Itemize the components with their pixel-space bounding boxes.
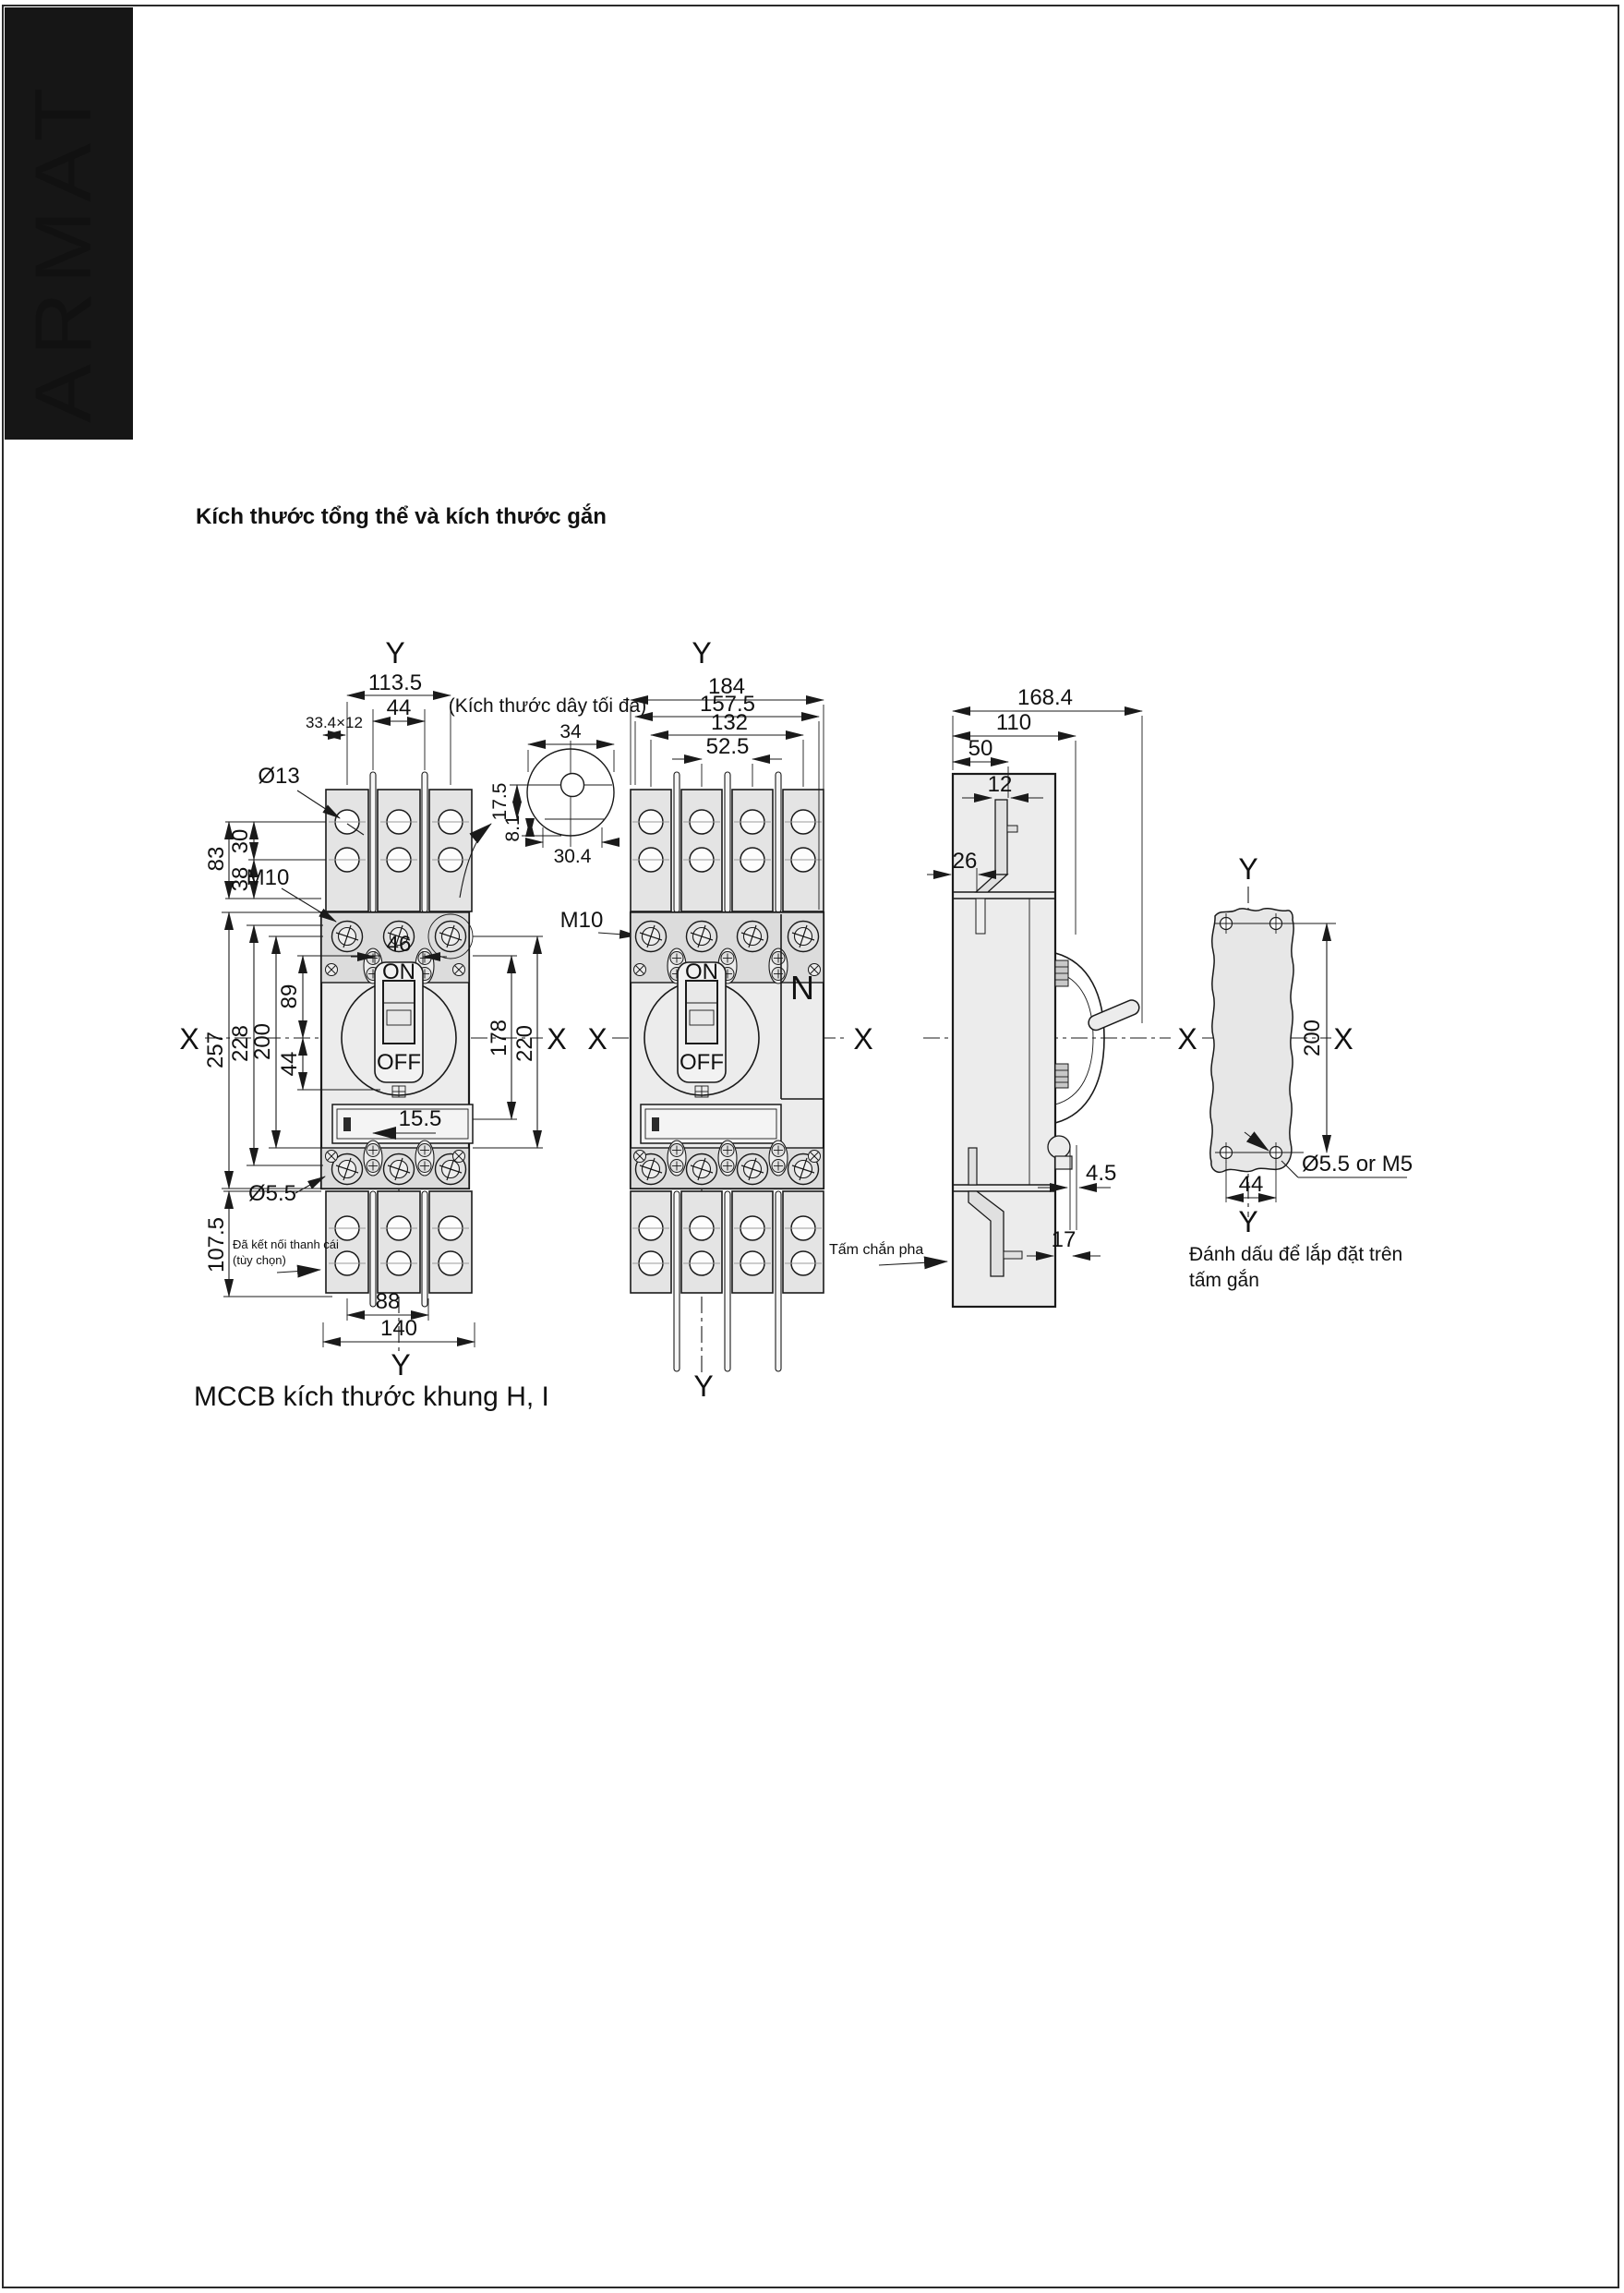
svg-text:tấm gắn: tấm gắn — [1189, 1270, 1259, 1291]
svg-text:M10: M10 — [559, 908, 604, 933]
hole-label: Ø5.5 or M5 — [1302, 1152, 1413, 1177]
wire-hole — [561, 774, 584, 797]
svg-text:38: 38 — [228, 866, 253, 892]
svg-text:15.5: 15.5 — [398, 1106, 442, 1131]
svg-text:200: 200 — [1300, 1019, 1325, 1057]
svg-text:113.5: 113.5 — [367, 670, 423, 695]
axis-x-right: X — [547, 1022, 567, 1056]
page-title: Kích thước tổng thể và kích thước gắn — [196, 504, 607, 529]
svg-text:178: 178 — [487, 1019, 511, 1057]
axis-y-bottom: Y — [1238, 1205, 1258, 1238]
axis-x-right: X — [853, 1022, 873, 1056]
svg-text:228: 228 — [228, 1024, 253, 1063]
svg-text:89: 89 — [277, 984, 302, 1009]
svg-text:30: 30 — [228, 828, 253, 854]
svg-text:88: 88 — [375, 1289, 401, 1314]
axis-y-top: Y — [385, 636, 405, 670]
brand-logo: ARMAT — [19, 114, 108, 423]
svg-text:34: 34 — [559, 721, 582, 742]
svg-text:(tùy chọn): (tùy chọn) — [233, 1253, 286, 1267]
svg-text:44: 44 — [386, 695, 412, 720]
svg-text:168.4: 168.4 — [1017, 685, 1074, 710]
svg-text:Đánh dấu để lắp đặt trên: Đánh dấu để lắp đặt trên — [1189, 1244, 1403, 1265]
svg-text:Tấm chắn pha: Tấm chắn pha — [829, 1242, 924, 1258]
note-max-wire: (Kích thước dây tối đa) — [448, 695, 647, 717]
svg-text:50: 50 — [968, 736, 993, 761]
svg-text:157.5: 157.5 — [699, 692, 756, 717]
mounting-plate — [1210, 909, 1293, 1173]
figure-caption: MCCB kích thước khung H, I — [194, 1382, 549, 1412]
axis-y-top: Y — [1238, 852, 1258, 886]
top-terminal-bars — [326, 790, 472, 911]
svg-text:26: 26 — [952, 849, 978, 874]
axis-y-bottom: Y — [391, 1348, 411, 1382]
svg-text:Ø13: Ø13 — [258, 764, 300, 789]
svg-text:52.5: 52.5 — [705, 734, 750, 759]
svg-text:8.1: 8.1 — [502, 815, 523, 842]
svg-text:257: 257 — [203, 1031, 228, 1069]
bottom-terminal-strip — [631, 1140, 824, 1189]
svg-text:17.5: 17.5 — [489, 782, 511, 821]
svg-text:184: 184 — [707, 674, 746, 699]
axis-y-top: Y — [692, 636, 712, 670]
svg-text:Đã kết nối thanh cái: Đã kết nối thanh cái — [233, 1237, 339, 1251]
bottom-terminal-bars — [326, 1191, 472, 1293]
axis-y-bottom: Y — [693, 1370, 714, 1403]
on-label: ON — [382, 959, 415, 984]
off-label: OFF — [377, 1050, 421, 1075]
svg-text:44: 44 — [1238, 1172, 1264, 1197]
svg-text:30.4: 30.4 — [553, 846, 592, 867]
svg-text:17: 17 — [1051, 1227, 1077, 1252]
axis-x-shared: X — [1177, 1022, 1197, 1056]
brand-banner — [5, 7, 133, 440]
svg-text:12: 12 — [987, 772, 1013, 797]
axis-x-right: X — [1333, 1022, 1353, 1056]
svg-text:200: 200 — [250, 1022, 275, 1061]
svg-text:Ø5.5: Ø5.5 — [247, 1181, 297, 1206]
neutral-label: N — [790, 969, 814, 1007]
svg-text:110: 110 — [995, 710, 1032, 735]
bottom-terminal-strip — [321, 1140, 469, 1189]
svg-text:46: 46 — [386, 932, 412, 957]
svg-text:132: 132 — [710, 710, 749, 735]
axis-x-left: X — [179, 1022, 199, 1056]
svg-text:44: 44 — [277, 1051, 302, 1077]
on-label: ON — [685, 959, 718, 984]
svg-text:83: 83 — [204, 846, 229, 872]
svg-text:220: 220 — [512, 1024, 537, 1063]
off-label: OFF — [680, 1050, 724, 1075]
svg-text:33.4×12: 33.4×12 — [306, 714, 363, 731]
svg-text:140: 140 — [379, 1316, 418, 1341]
axis-x-left: X — [587, 1022, 607, 1056]
svg-text:M10: M10 — [246, 865, 290, 890]
svg-text:4.5: 4.5 — [1086, 1161, 1117, 1186]
svg-text:107.5: 107.5 — [204, 1216, 229, 1273]
rating-label-window — [641, 1104, 781, 1143]
